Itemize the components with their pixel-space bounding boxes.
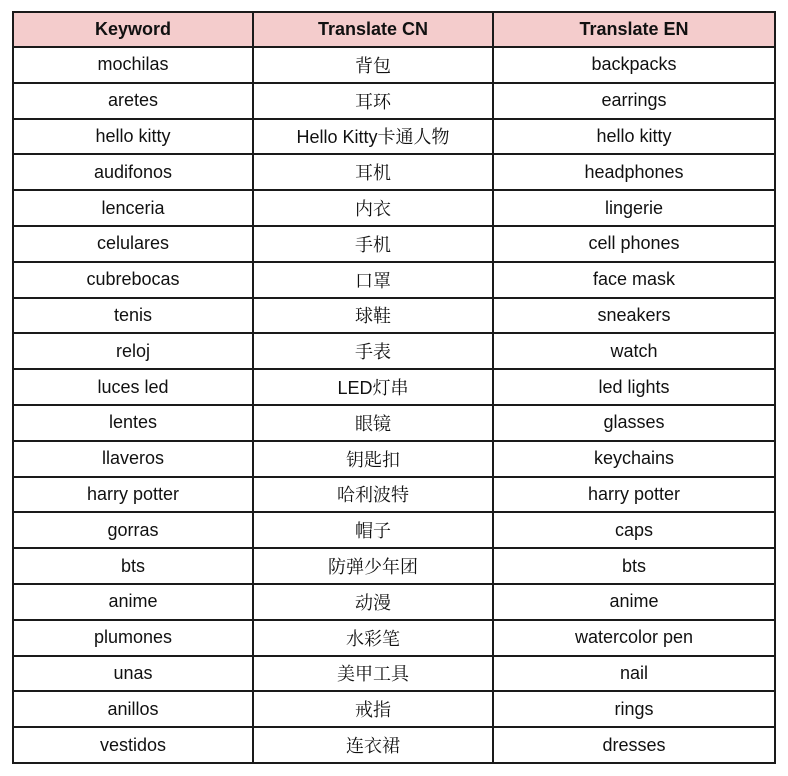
cell-translate-en: sneakers: [493, 298, 775, 334]
cell-translate-en: face mask: [493, 262, 775, 298]
cell-keyword: tenis: [13, 298, 253, 334]
cell-keyword: audifonos: [13, 154, 253, 190]
cell-translate-cn: 哈利波特: [253, 477, 493, 513]
cell-translate-cn: 戒指: [253, 691, 493, 727]
cell-keyword: plumones: [13, 620, 253, 656]
header-translate-en: Translate EN: [493, 12, 775, 47]
table-row: [13, 190, 775, 226]
keyword-translation-table: [12, 11, 776, 764]
cell-keyword: luces led: [13, 369, 253, 405]
table-row: [13, 47, 775, 83]
keyword-translation-table-container: [12, 11, 776, 764]
table-row: [13, 262, 775, 298]
cell-translate-cn: 钥匙扣: [253, 441, 493, 477]
cell-translate-en: dresses: [493, 727, 775, 763]
cell-keyword: anime: [13, 584, 253, 620]
cell-translate-en: anime: [493, 584, 775, 620]
table-row: [13, 405, 775, 441]
cell-keyword: gorras: [13, 512, 253, 548]
cell-translate-en: nail: [493, 656, 775, 692]
header-keyword: Keyword: [13, 12, 253, 47]
table-row: [13, 691, 775, 727]
cell-translate-en: watch: [493, 333, 775, 369]
cell-keyword: llaveros: [13, 441, 253, 477]
cell-keyword: hello kitty: [13, 119, 253, 155]
cell-translate-cn: 手机: [253, 226, 493, 262]
cell-keyword: lentes: [13, 405, 253, 441]
cell-translate-cn: 眼镜: [253, 405, 493, 441]
table-row: [13, 298, 775, 334]
cell-translate-cn: 手表: [253, 333, 493, 369]
cell-translate-en: led lights: [493, 369, 775, 405]
table-body: [13, 47, 775, 763]
cell-keyword: bts: [13, 548, 253, 584]
table-row: [13, 512, 775, 548]
cell-translate-cn: 耳机: [253, 154, 493, 190]
cell-translate-cn: 防弹少年团: [253, 548, 493, 584]
cell-translate-en: harry potter: [493, 477, 775, 513]
cell-keyword: aretes: [13, 83, 253, 119]
cell-translate-cn: 口罩: [253, 262, 493, 298]
table-row: [13, 548, 775, 584]
table-row: [13, 656, 775, 692]
cell-translate-cn: 内衣: [253, 190, 493, 226]
cell-keyword: harry potter: [13, 477, 253, 513]
header-translate-cn: Translate CN: [253, 12, 493, 47]
cell-translate-en: headphones: [493, 154, 775, 190]
table-row: [13, 119, 775, 155]
cell-translate-cn: 美甲工具: [253, 656, 493, 692]
cell-keyword: unas: [13, 656, 253, 692]
cell-translate-cn: 动漫: [253, 584, 493, 620]
cell-translate-en: keychains: [493, 441, 775, 477]
header-row: [13, 12, 775, 47]
cell-translate-en: earrings: [493, 83, 775, 119]
cell-translate-en: watercolor pen: [493, 620, 775, 656]
cell-keyword: vestidos: [13, 727, 253, 763]
cell-translate-cn: LED灯串: [253, 369, 493, 405]
cell-translate-cn: 水彩笔: [253, 620, 493, 656]
table-row: [13, 83, 775, 119]
table-row: [13, 333, 775, 369]
table-row: [13, 620, 775, 656]
cell-keyword: celulares: [13, 226, 253, 262]
cell-translate-en: glasses: [493, 405, 775, 441]
table-row: [13, 584, 775, 620]
cell-translate-en: bts: [493, 548, 775, 584]
cell-translate-cn: Hello Kitty卡通人物: [253, 119, 493, 155]
cell-translate-en: rings: [493, 691, 775, 727]
cell-translate-en: backpacks: [493, 47, 775, 83]
table-row: [13, 441, 775, 477]
table-row: [13, 727, 775, 763]
cell-keyword: mochilas: [13, 47, 253, 83]
cell-translate-en: cell phones: [493, 226, 775, 262]
table-header: [13, 12, 775, 47]
cell-translate-cn: 球鞋: [253, 298, 493, 334]
cell-translate-en: lingerie: [493, 190, 775, 226]
cell-translate-cn: 耳环: [253, 83, 493, 119]
cell-keyword: lenceria: [13, 190, 253, 226]
cell-translate-cn: 连衣裙: [253, 727, 493, 763]
cell-keyword: anillos: [13, 691, 253, 727]
cell-translate-cn: 帽子: [253, 512, 493, 548]
table-row: [13, 154, 775, 190]
cell-translate-en: caps: [493, 512, 775, 548]
table-row: [13, 477, 775, 513]
cell-translate-cn: 背包: [253, 47, 493, 83]
cell-translate-en: hello kitty: [493, 119, 775, 155]
table-row: [13, 226, 775, 262]
table-row: [13, 369, 775, 405]
cell-keyword: cubrebocas: [13, 262, 253, 298]
cell-keyword: reloj: [13, 333, 253, 369]
